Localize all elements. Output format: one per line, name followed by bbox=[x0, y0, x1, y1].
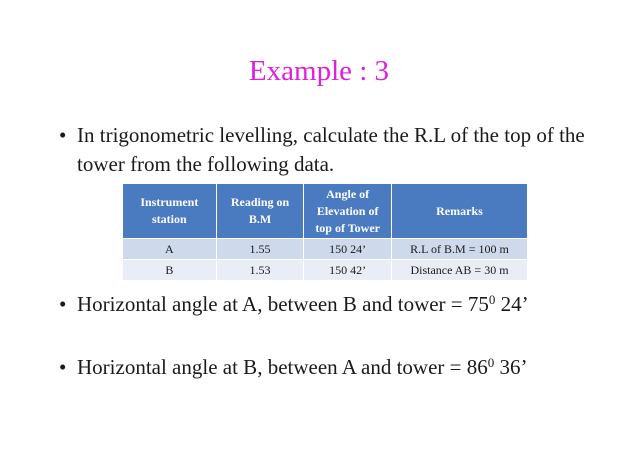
slide-title: Example : 3 bbox=[248, 55, 390, 87]
cell-reading: 1.55 bbox=[216, 239, 304, 260]
cell-station: A bbox=[123, 239, 217, 260]
data-table bbox=[122, 183, 528, 281]
header-instrument-station: Instrument station bbox=[123, 184, 217, 239]
table-header-row bbox=[123, 184, 528, 239]
bullet-angle-b bbox=[59, 353, 597, 382]
bullet-dot: • bbox=[59, 123, 67, 147]
cell-reading: 1.53 bbox=[216, 260, 304, 281]
header-remarks: Remarks bbox=[391, 184, 527, 239]
bullet-intro bbox=[59, 121, 597, 179]
bullet-dot: • bbox=[59, 355, 67, 379]
cell-angle: 150 42’ bbox=[304, 260, 392, 281]
bullet-angle-a-text: Horizontal angle at A, between B and tower = 75 bbox=[77, 292, 489, 316]
cell-station: B bbox=[123, 260, 217, 281]
bullet-dot: • bbox=[59, 292, 67, 316]
cell-angle: 150 24’ bbox=[304, 239, 392, 260]
bullet-angle-a-end: 24’ bbox=[495, 292, 529, 316]
bullet-intro-text: In trigonometric levelling, calculate the R.L of the top of the tower from the following data. bbox=[77, 123, 585, 176]
cell-remarks: Distance AB = 30 m bbox=[391, 260, 527, 281]
degree-superscript: 0 bbox=[487, 355, 495, 370]
bullet-angle-b-text: Horizontal angle at B, between A and tower = 86 bbox=[77, 355, 488, 379]
header-reading-bm: Reading on B.M bbox=[216, 184, 304, 239]
bullet-angle-a bbox=[59, 290, 597, 319]
bullet-angle-b-end: 36’ bbox=[494, 355, 528, 379]
cell-remarks: R.L of B.M = 100 m bbox=[391, 239, 527, 260]
header-angle-elevation: Angle of Elevation of top of Tower bbox=[304, 184, 392, 239]
table-row bbox=[123, 239, 528, 260]
degree-superscript: 0 bbox=[488, 292, 496, 307]
table-row bbox=[123, 260, 528, 281]
